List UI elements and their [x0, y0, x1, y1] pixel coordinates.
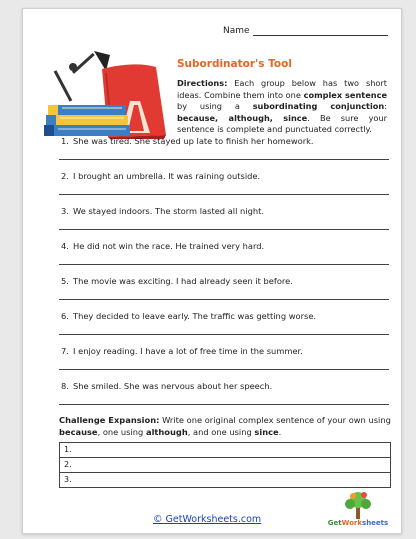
challenge-bold: because	[59, 426, 98, 437]
directions-label: Directions:	[177, 78, 228, 88]
logo-work: Work	[341, 519, 363, 527]
challenge-answer-box	[59, 442, 391, 488]
answer-line-1[interactable]	[59, 159, 389, 160]
question-number: 2.	[61, 171, 69, 181]
answer-line-4[interactable]	[59, 264, 389, 265]
question-number: 6.	[61, 311, 69, 321]
books-lamp-illustration	[42, 47, 174, 139]
directions-paragraph	[177, 78, 387, 136]
worksheet-title: Subordinator's Tool	[177, 58, 292, 70]
question-text: They decided to leave early. The traffic was getting worse.	[73, 311, 317, 321]
challenge-label: Challenge Expansion:	[59, 415, 160, 425]
name-label: Name	[223, 26, 250, 36]
question-number: 7.	[61, 346, 69, 356]
directions-bold: complex sentence	[303, 89, 388, 100]
question-3	[61, 206, 264, 216]
challenge-row-1[interactable]: 1.	[60, 443, 390, 458]
question-8	[61, 381, 272, 391]
logo-get: Get	[327, 519, 342, 527]
question-4	[61, 241, 264, 251]
directions-text: Each group below has two short ideas. Combine them into one	[177, 78, 387, 100]
challenge-bold: since	[254, 426, 279, 437]
question-1	[61, 136, 314, 146]
question-number: 5.	[61, 276, 69, 286]
name-field-row	[223, 26, 388, 36]
question-7	[61, 346, 303, 356]
question-text: I brought an umbrella. It was raining outside.	[73, 171, 261, 181]
answer-line-5[interactable]	[59, 299, 389, 300]
directions-text: by using a	[177, 101, 253, 111]
question-number: 8.	[61, 381, 69, 391]
logo-sheets: sheets	[362, 519, 389, 527]
question-number: 3.	[61, 206, 69, 216]
challenge-text: , and one using	[187, 426, 255, 437]
question-5	[61, 276, 293, 286]
directions-bold: because, although, since	[177, 112, 308, 123]
challenge-row-2[interactable]: 2.	[60, 458, 390, 473]
name-input-line[interactable]	[253, 26, 388, 36]
copyright-link[interactable]: © GetWorksheets.com	[153, 514, 262, 525]
answer-line-7[interactable]	[59, 369, 389, 370]
question-6	[61, 311, 316, 321]
question-text: The movie was exciting. I had already seen it before.	[73, 276, 293, 286]
answer-line-6[interactable]	[59, 334, 389, 335]
answer-line-2[interactable]	[59, 194, 389, 195]
directions-text: :	[384, 101, 387, 111]
challenge-text: , one using	[97, 426, 146, 437]
answer-line-8[interactable]	[59, 404, 389, 405]
challenge-bold: although	[145, 426, 188, 437]
question-text: She smiled. She was nervous about her speech.	[73, 381, 273, 391]
challenge-row-3[interactable]: 3.	[64, 475, 72, 484]
challenge-paragraph	[59, 415, 395, 438]
question-text: I enjoy reading. I have a lot of free time in the summer.	[73, 346, 303, 356]
book-stack-icon	[44, 105, 130, 136]
getworksheets-logo	[325, 489, 391, 531]
question-number: 4.	[61, 241, 69, 251]
question-number: 1.	[61, 136, 69, 146]
lamp-icon	[54, 51, 110, 112]
question-text: He did not win the race. He trained very hard.	[73, 241, 265, 251]
question-text: We stayed indoors. The storm lasted all night.	[73, 206, 265, 216]
answer-line-3[interactable]	[59, 229, 389, 230]
directions-bold: subordinating conjunction	[252, 101, 385, 111]
question-2	[61, 171, 260, 181]
challenge-text: .	[278, 426, 282, 437]
question-text: She was tired. She stayed up late to finish her homework.	[73, 136, 314, 146]
directions-text: . Be sure your sentence is complete and punctuated correctly.	[177, 112, 387, 134]
challenge-text: Write one original complex sentence of your own using	[159, 415, 391, 425]
tree-icon	[325, 489, 391, 521]
logo-wordmark	[325, 519, 391, 527]
worksheet-page	[22, 8, 402, 534]
